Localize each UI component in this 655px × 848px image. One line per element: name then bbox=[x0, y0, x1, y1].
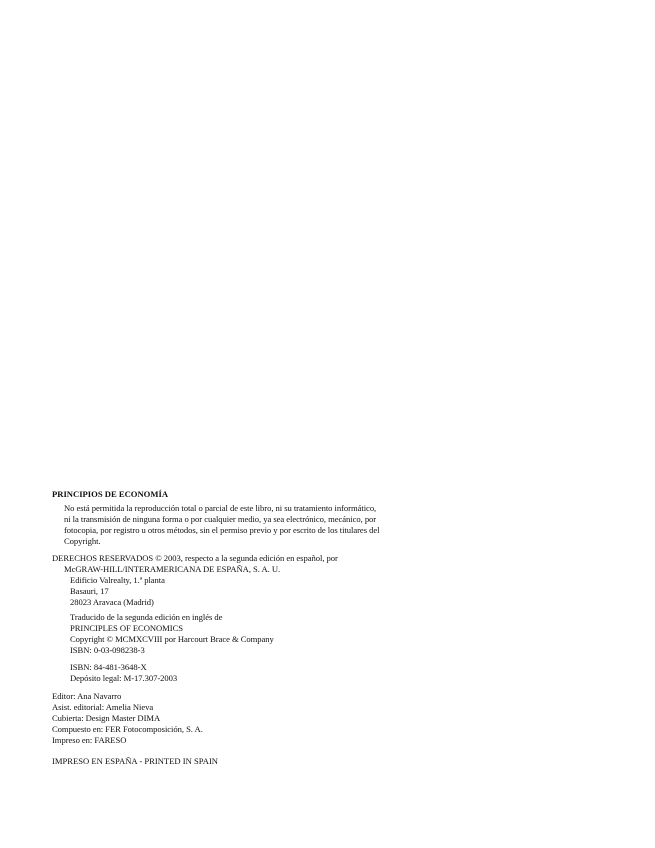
book-title: PRINCIPIOS DE ECONOMÍA bbox=[52, 489, 169, 499]
credits-block bbox=[52, 691, 404, 746]
isbn-block bbox=[70, 662, 422, 684]
credit-line: Compuesto en: FER Fotocomposición, S. A. bbox=[52, 724, 203, 734]
credit-line: Editor: Ana Navarro bbox=[52, 691, 122, 701]
printed-in: IMPRESO EN ESPAÑA - PRINTED IN SPAIN bbox=[52, 756, 219, 766]
notice-line: ni la transmisión de ninguna forma o por cualquier medio, ya sea electrónico, mecánico, por bbox=[64, 514, 377, 524]
address-line: Edificio Valrealty, 1.ª planta bbox=[70, 575, 165, 585]
original-isbn: ISBN: 0-03-098238-3 bbox=[70, 645, 145, 655]
isbn: ISBN: 84-481-3648-X bbox=[70, 662, 147, 672]
translation-block bbox=[70, 612, 422, 656]
original-copyright: Copyright © MCMXCVIII por Harcourt Brace & Company bbox=[70, 634, 274, 644]
legal-deposit: Depósito legal: M-17.307-2003 bbox=[70, 673, 178, 683]
credit-line: Asist. editorial: Amelia Nieva bbox=[52, 702, 154, 712]
notice-line: Copyright. bbox=[64, 536, 101, 546]
reproduction-notice bbox=[64, 503, 404, 547]
rights-block bbox=[52, 553, 404, 608]
publisher-name: McGRAW-HILL/INTERAMERICANA DE ESPAÑA, S. A. U. bbox=[64, 564, 281, 574]
credit-line: Impreso en: FARESO bbox=[52, 735, 127, 745]
credit-line: Cubierta: Design Master DIMA bbox=[52, 713, 161, 723]
notice-line: fotocopia, por registro u otros métodos, sin el permiso previo y por escrito de los titulares del bbox=[64, 525, 380, 535]
original-title: PRINCIPLES OF ECONOMICS bbox=[70, 623, 183, 633]
notice-line: No está permitida la reproducción total o parcial de este libro, ni su tratamiento informático, bbox=[64, 503, 377, 513]
rights-statement: DERECHOS RESERVADOS © 2003, respecto a la segunda edición en español, por bbox=[52, 553, 338, 563]
translation-line: Traducido de la segunda edición en inglés de bbox=[70, 612, 223, 622]
address-line: Basauri, 17 bbox=[70, 586, 109, 596]
address-line: 28023 Aravaca (Madrid) bbox=[70, 597, 154, 607]
